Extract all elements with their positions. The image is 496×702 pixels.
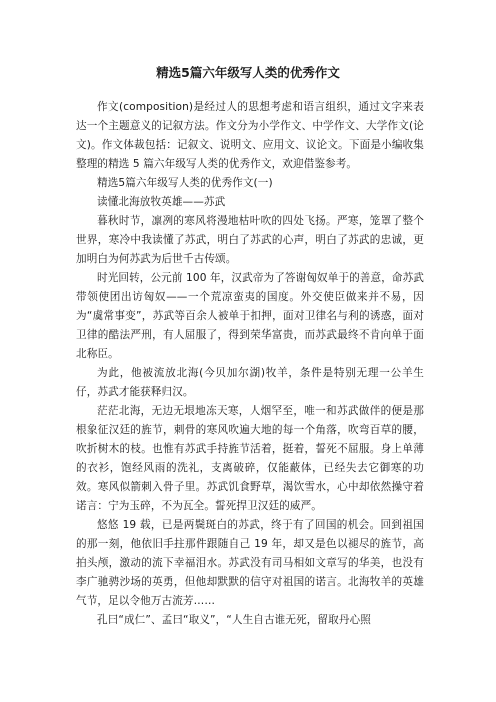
essay-paragraph: 悠悠 19 载，已是两鬓斑白的苏武，终于有了回国的机会。回到祖国的那一刻，他依旧手拄那件跟随自己 19 年，却又是色以褪尽的旌节，高拍头颅，激动的流下幸福泪水。苏武没有司马相如文章写的华美，也没有李广驰骋沙场的英勇，但他却默默的信守对祖国的诺言。北海牧羊的英雄气节，足以令他万古流芳…… [76, 519, 424, 607]
essay-paragraph: 孔曰“成仁”、孟曰“取义”，“人生自古谁无死，留取丹心照 [97, 614, 371, 626]
essay-paragraph: 暮秋时节，凛冽的寒风将漫地枯叶吹的四处飞扬。严寒，笼罩了整个世界，寒冷中我读懂了苏武，明白了苏武的心声，明白了苏武的忠诚，更加明白为何苏武为后世千古传颂。 [76, 215, 424, 265]
essay-paragraph: 时光回转，公元前 100 年，汉武帝为了答谢匈奴单于的善意，命苏武带领使团出访匈奴——一个荒凉蛮夷的国度。外交使臣做来并不易，因为“虞常事变”，苏武等百余人被单于扣押，面对卫律名与利的诱惑，面对卫律的酷法严刑，有人屈服了，得到荣华富贵，而苏武最终不肯向单于面北称臣。 [76, 272, 424, 360]
section-heading: 精选5篇六年级写人类的优秀作文(一) [97, 177, 273, 189]
essay-title: 读懂北海放牧英雄——苏武 [97, 196, 226, 208]
essay-paragraph: 茫茫北海，无边无垠地冻天寒，人烟罕至，唯一和苏武做伴的便是那根象征汉廷的旌节，刺骨的寒风吹遍大地的每一个角落，吹弯百草的腰，吹折树木的枝。也惟有苏武手持旌节活着，挺着，誓死不屈服。身上单薄的衣衫，饱经风雨的洗礼，支离破碎，仅能蔽体，已经失去它御寒的功效。寒风似箭刺入骨子里。苏武饥食野草，渴饮雪水，心中却依然操守着诺言：宁为玉碎，不为瓦全。誓死捍卫汉廷的威严。 [76, 405, 424, 512]
essay-paragraph: 为此，他被流放北海(今贝加尔湖)牧羊，条件是特别无理一公羊生仔，苏武才能获释归汉。 [76, 367, 424, 398]
document-title: 精选5篇六年级写人类的优秀作文 [156, 65, 340, 80]
intro-paragraph: 作文(composition)是经过人的思想考虑和语言组织，通过文字来表达一个主题意义的记叙方法。作文分为小学作文、中学作文、大学作文(论文)。作文体裁包括：记叙文、说明文、应用文、议论文。下面是小编收集整理的精选 5 篇六年级写人类的优秀作文，欢迎借鉴参考。 [76, 101, 424, 170]
document-body [76, 98, 424, 630]
